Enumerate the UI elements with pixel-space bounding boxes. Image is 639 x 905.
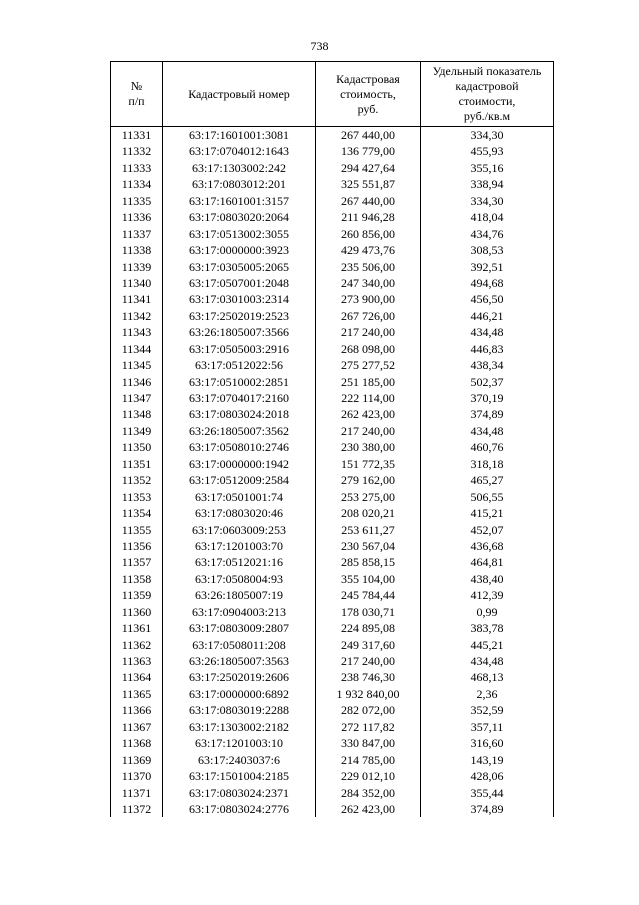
cell-specific-indicator: 334,30 [421,127,554,144]
cell-specific-indicator: 318,18 [421,456,554,472]
table-row [111,538,554,554]
cell-cadastral-number: 63:26:1805007:3563 [163,653,316,669]
cell-cadastral-number: 63:17:0803024:2776 [163,801,316,817]
cell-number: 11357 [111,554,163,570]
cell-cadastral-value: 262 423,00 [316,406,421,422]
cell-cadastral-value: 136 779,00 [316,143,421,159]
cell-cadastral-value: 211 946,28 [316,209,421,225]
cell-specific-indicator: 465,27 [421,472,554,488]
table-row [111,554,554,570]
table-row [111,406,554,422]
cell-specific-indicator: 428,06 [421,768,554,784]
table-row [111,604,554,620]
cell-number: 11342 [111,308,163,324]
table-row [111,472,554,488]
cell-cadastral-value: 178 030,71 [316,604,421,620]
cell-specific-indicator: 2,36 [421,686,554,702]
cell-number: 11364 [111,669,163,685]
cell-cadastral-value: 229 012,10 [316,768,421,784]
table-row [111,423,554,439]
cell-cadastral-number: 63:17:1303002:242 [163,160,316,176]
table-row [111,127,554,144]
cell-specific-indicator: 355,44 [421,785,554,801]
cell-specific-indicator: 446,21 [421,308,554,324]
table-row [111,160,554,176]
cell-cadastral-value: 275 277,52 [316,357,421,373]
cell-cadastral-value: 1 932 840,00 [316,686,421,702]
cell-cadastral-value: 273 900,00 [316,291,421,307]
header-number [111,62,163,127]
cell-cadastral-number: 63:17:0512009:2584 [163,472,316,488]
cell-specific-indicator: 434,48 [421,423,554,439]
cell-cadastral-number: 63:17:0000000:6892 [163,686,316,702]
cell-cadastral-number: 63:17:1303002:2182 [163,719,316,735]
cell-specific-indicator: 143,19 [421,752,554,768]
cell-number: 11350 [111,439,163,455]
cell-cadastral-value: 282 072,00 [316,702,421,718]
table-row [111,768,554,784]
cell-number: 11335 [111,193,163,209]
cell-cadastral-value: 279 162,00 [316,472,421,488]
cell-number: 11334 [111,176,163,192]
table-row [111,143,554,159]
header-indicator-line: руб./кв.м [463,109,511,123]
cell-cadastral-number: 63:17:0508010:2746 [163,439,316,455]
cell-specific-indicator: 452,07 [421,522,554,538]
cell-cadastral-number: 63:17:0803020:2064 [163,209,316,225]
cell-cadastral-number: 63:17:1501004:2185 [163,768,316,784]
header-specific-indicator [421,62,554,127]
cell-number: 11347 [111,390,163,406]
cell-specific-indicator: 438,34 [421,357,554,373]
cell-specific-indicator: 460,76 [421,439,554,455]
cell-cadastral-value: 325 551,87 [316,176,421,192]
cell-cadastral-value: 294 427,64 [316,160,421,176]
cell-cadastral-value: 230 380,00 [316,439,421,455]
cell-specific-indicator: 502,37 [421,374,554,390]
cell-specific-indicator: 436,68 [421,538,554,554]
cell-number: 11371 [111,785,163,801]
cell-cadastral-number: 63:26:1805007:3562 [163,423,316,439]
cell-cadastral-number: 63:17:0505003:2916 [163,341,316,357]
cell-number: 11331 [111,127,163,144]
cell-number: 11341 [111,291,163,307]
cell-number: 11366 [111,702,163,718]
header-number-line: п/п [128,94,145,108]
table-row [111,686,554,702]
table-row [111,324,554,340]
header-cadastral-number: Кадастровый номер [163,62,316,127]
cell-number: 11372 [111,801,163,817]
cell-specific-indicator: 415,21 [421,505,554,521]
cadastral-table [110,61,554,817]
cell-cadastral-number: 63:17:1601001:3081 [163,127,316,144]
table-row [111,226,554,242]
cell-cadastral-number: 63:17:0704012:1643 [163,143,316,159]
cell-number: 11359 [111,587,163,603]
cell-cadastral-value: 217 240,00 [316,653,421,669]
cell-specific-indicator: 418,04 [421,209,554,225]
cell-number: 11365 [111,686,163,702]
cell-specific-indicator: 468,13 [421,669,554,685]
cell-number: 11363 [111,653,163,669]
cell-specific-indicator: 412,39 [421,587,554,603]
cell-cadastral-number: 63:17:2502019:2606 [163,669,316,685]
cell-cadastral-value: 267 440,00 [316,127,421,144]
table-row [111,193,554,209]
table-row [111,702,554,718]
cell-specific-indicator: 506,55 [421,489,554,505]
cell-cadastral-number: 63:17:1201003:10 [163,735,316,751]
cell-specific-indicator: 383,78 [421,620,554,636]
table-row [111,785,554,801]
table-row [111,275,554,291]
cell-number: 11339 [111,259,163,275]
cell-cadastral-value: 249 317,60 [316,637,421,653]
cell-number: 11353 [111,489,163,505]
cell-cadastral-value: 429 473,76 [316,242,421,258]
header-indicator-line: кадастровой [455,79,519,93]
cell-cadastral-value: 267 726,00 [316,308,421,324]
header-value-line: стоимость, [340,86,396,101]
cell-cadastral-number: 63:17:0305005:2065 [163,259,316,275]
cell-cadastral-number: 63:17:0512021:16 [163,554,316,570]
cell-specific-indicator: 308,53 [421,242,554,258]
cell-number: 11336 [111,209,163,225]
table-row [111,374,554,390]
cell-cadastral-value: 222 114,00 [316,390,421,406]
cell-specific-indicator: 464,81 [421,554,554,570]
cell-number: 11346 [111,374,163,390]
cell-specific-indicator: 434,48 [421,324,554,340]
cell-number: 11362 [111,637,163,653]
cell-number: 11348 [111,406,163,422]
cell-specific-indicator: 446,83 [421,341,554,357]
cell-number: 11338 [111,242,163,258]
cell-specific-indicator: 434,48 [421,653,554,669]
cell-number: 11340 [111,275,163,291]
cell-number: 11352 [111,472,163,488]
cell-number: 11360 [111,604,163,620]
cell-number: 11355 [111,522,163,538]
cell-specific-indicator: 0,99 [421,604,554,620]
cell-number: 11345 [111,357,163,373]
cell-number: 11351 [111,456,163,472]
cell-specific-indicator: 445,21 [421,637,554,653]
cell-number: 11368 [111,735,163,751]
cell-cadastral-number: 63:17:0000000:1942 [163,456,316,472]
table-row [111,653,554,669]
cell-specific-indicator: 392,51 [421,259,554,275]
cell-cadastral-value: 253 611,27 [316,522,421,538]
header-cadastral-value [316,62,421,127]
cell-number: 11337 [111,226,163,242]
table-row [111,242,554,258]
table-row [111,620,554,636]
table-row [111,801,554,817]
cell-specific-indicator: 316,60 [421,735,554,751]
cell-specific-indicator: 352,59 [421,702,554,718]
cell-cadastral-number: 63:17:0301003:2314 [163,291,316,307]
header-number-line: № [130,79,143,93]
cell-number: 11344 [111,341,163,357]
cell-specific-indicator: 374,89 [421,406,554,422]
cell-cadastral-number: 63:17:1601001:3157 [163,193,316,209]
cell-cadastral-number: 63:17:0507001:2048 [163,275,316,291]
table-row [111,735,554,751]
table-row [111,357,554,373]
cell-cadastral-number: 63:17:0000000:3923 [163,242,316,258]
cell-cadastral-value: 251 185,00 [316,374,421,390]
table-row [111,390,554,406]
table-body [111,127,554,818]
table-row [111,669,554,685]
cell-cadastral-value: 235 506,00 [316,259,421,275]
cell-specific-indicator: 370,19 [421,390,554,406]
cell-cadastral-value: 262 423,00 [316,801,421,817]
cell-cadastral-value: 285 858,15 [316,554,421,570]
cell-cadastral-value: 151 772,35 [316,456,421,472]
cell-cadastral-number: 63:17:0904003:213 [163,604,316,620]
table-row [111,637,554,653]
table-row [111,259,554,275]
cell-specific-indicator: 334,30 [421,193,554,209]
cell-cadastral-number: 63:17:2403037:6 [163,752,316,768]
table-row [111,456,554,472]
cell-specific-indicator: 455,93 [421,143,554,159]
cell-cadastral-value: 238 746,30 [316,669,421,685]
table-row [111,752,554,768]
cell-number: 11333 [111,160,163,176]
table-row [111,308,554,324]
cell-cadastral-value: 247 340,00 [316,275,421,291]
table-row [111,176,554,192]
table-row [111,719,554,735]
cell-cadastral-value: 217 240,00 [316,423,421,439]
cell-cadastral-number: 63:17:0803012:201 [163,176,316,192]
cell-cadastral-number: 63:17:2502019:2523 [163,308,316,324]
cell-number: 11354 [111,505,163,521]
cell-cadastral-value: 267 440,00 [316,193,421,209]
cell-cadastral-number: 63:26:1805007:19 [163,587,316,603]
cell-cadastral-number: 63:17:0803024:2371 [163,785,316,801]
cell-cadastral-number: 63:17:0510002:2851 [163,374,316,390]
cell-cadastral-number: 63:17:0603009:253 [163,522,316,538]
table-row [111,341,554,357]
cell-number: 11356 [111,538,163,554]
cell-specific-indicator: 494,68 [421,275,554,291]
cell-cadastral-value: 268 098,00 [316,341,421,357]
header-value-line: руб. [357,101,379,116]
header-value-line: Кадастровая [336,71,400,86]
table-row [111,505,554,521]
cell-number: 11349 [111,423,163,439]
header-indicator-line: стоимости, [458,94,516,108]
cell-cadastral-value: 208 020,21 [316,505,421,521]
cell-cadastral-number: 63:17:0803009:2807 [163,620,316,636]
cell-number: 11367 [111,719,163,735]
cell-specific-indicator: 456,50 [421,291,554,307]
cell-cadastral-value: 230 567,04 [316,538,421,554]
table-row [111,587,554,603]
cell-cadastral-value: 260 856,00 [316,226,421,242]
table-row [111,522,554,538]
cell-cadastral-value: 217 240,00 [316,324,421,340]
cell-cadastral-number: 63:26:1805007:3566 [163,324,316,340]
cell-specific-indicator: 374,89 [421,801,554,817]
table-row [111,571,554,587]
cell-cadastral-number: 63:17:0508011:208 [163,637,316,653]
cell-cadastral-value: 272 117,82 [316,719,421,735]
table-row [111,291,554,307]
cell-cadastral-number: 63:17:0803019:2288 [163,702,316,718]
cell-cadastral-number: 63:17:0803020:46 [163,505,316,521]
table-row [111,209,554,225]
header-indicator-line: Удельный показатель [432,64,542,78]
cell-number: 11332 [111,143,163,159]
cell-cadastral-value: 284 352,00 [316,785,421,801]
cell-specific-indicator: 438,40 [421,571,554,587]
table-row [111,489,554,505]
cell-cadastral-number: 63:17:0501001:74 [163,489,316,505]
cell-specific-indicator: 357,11 [421,719,554,735]
table-row [111,439,554,455]
cell-cadastral-value: 355 104,00 [316,571,421,587]
cell-number: 11361 [111,620,163,636]
cell-cadastral-number: 63:17:0513002:3055 [163,226,316,242]
cell-number: 11343 [111,324,163,340]
cell-cadastral-value: 330 847,00 [316,735,421,751]
cell-specific-indicator: 434,76 [421,226,554,242]
cell-cadastral-value: 253 275,00 [316,489,421,505]
cell-cadastral-number: 63:17:0512022:56 [163,357,316,373]
cell-cadastral-value: 224 895,08 [316,620,421,636]
cell-cadastral-value: 214 785,00 [316,752,421,768]
page-number: 738 [310,39,329,53]
cell-cadastral-number: 63:17:1201003:70 [163,538,316,554]
cell-cadastral-value: 245 784,44 [316,587,421,603]
cell-cadastral-number: 63:17:0704017:2160 [163,390,316,406]
cell-cadastral-number: 63:17:0508004:93 [163,571,316,587]
cell-specific-indicator: 338,94 [421,176,554,192]
cell-number: 11369 [111,752,163,768]
cell-specific-indicator: 355,16 [421,160,554,176]
cell-number: 11358 [111,571,163,587]
table-header-row [111,62,554,127]
cell-number: 11370 [111,768,163,784]
cell-cadastral-number: 63:17:0803024:2018 [163,406,316,422]
